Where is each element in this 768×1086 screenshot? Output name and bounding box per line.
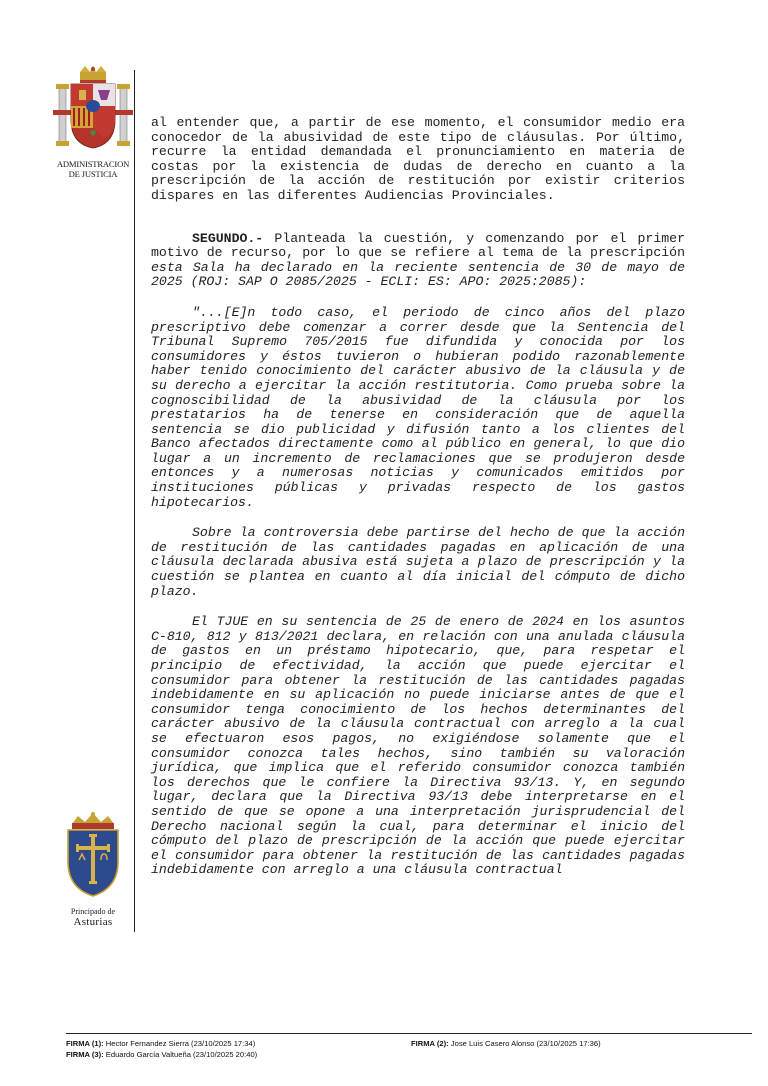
footer-rule	[66, 1033, 752, 1034]
segundo-text: Planteada la cuestión, y comenzando por el primer motivo de recurso, por lo que se refiere al tema de la prescripción	[151, 230, 685, 261]
paragraph-sobre: Sobre la controversia debe partirse del hecho de que la acción de restitución de las cantidades pagadas en aplicación de una cláusula declarada abusiva está sujeta a plazo de prescripción y la cuestión se plantea en cuanto al día inicial del cómputo de dicho plazo.	[151, 525, 685, 599]
logo-text-line1: Principado de	[70, 907, 116, 916]
paragraph-quote: "...[E]n todo caso, el periodo de cinco años del plazo prescriptivo debe comenzar a correr desde que la Sentencia del Tribunal Supremo 705/2015 fue difundida y conocida por los consumidores y éstos tuvieron o hubieran podido razonablemente haber tenido conocimiento del carácter abusivo de la cláusula y de su derecho a ejercitar la acción restitutoria. Como prueba sobre la cognoscibilidad de la abusividad de la cláusula por los prestatarios ha de tenerse en consideración que de aquella sentencia se dio publicidad y difusión tanto a los clientes del Banco afectados directamente como al público en general, lo que dio lugar a un incremento de reclamaciones que se produjeron desde entonces y a numerosas noticias y comunicados emitidos por instituciones públicas y privadas respecto de los gastos hipotecarios.	[151, 304, 685, 510]
paragraph-segundo	[151, 232, 685, 290]
signature-label: FIRMA (2):	[411, 1039, 449, 1048]
paragraph-intro: al entender que, a partir de ese momento, el consumidor medio era conocedor de la abusividad de este tipo de cláusulas. Por último, recurre la entidad demandada el pronunciamiento en materia de costas por la existencia de dudas de derecho en cuanto a la prescripción de la acción de restitución por existir criterios dispares en las diferentes Audiencias Provinciales.	[151, 115, 685, 203]
logo-text-line1: ADMINISTRACION	[56, 159, 130, 169]
paragraph-tjue: El TJUE en su sentencia de 25 de enero de 2024 en los asuntos C-810, 812 y 813/2021 declara, en relación con una anulada cláusula de gastos en un préstamo hipotecario, que, para respetar el principio de efectividad, la acción que puede ejercitar el consumidor para obtener la restitución de las cantidades pagadas indebidamente en su aplicación no puede iniciarse antes de que el consumidor tenga conocimiento de los hechos determinantes del carácter abusivo de la cláusula contractual con arreglo a la cual se efectuaron esos pagos, no exigiéndose solamente que el consumidor conozca tales hechos, sino también su valoración jurídica, que implica que el referido consumidor conozca también los derechos que le confiere la Directiva 93/13. Y, en segundo lugar, declara que la Directiva 93/13 debe interpretarse en el sentido de que se opone a una interpretación jurisprudencial del Derecho nacional según la cual, para determinar el inicio del cómputo del plazo de prescripción de la acción que puede ejercitar el consumidor para obtener la restitución de las cantidades pagadas indebidamente con arreglo a una cláusula contractual	[151, 614, 685, 878]
principado-asturias-logo	[60, 812, 126, 927]
administracion-justicia-logo	[52, 66, 134, 179]
logo-text-line2: Asturias	[73, 916, 113, 928]
logo-text-line2: DE JUSTICIA	[68, 169, 118, 179]
segundo-italic-citation: esta Sala ha declarado en la reciente sentencia de 30 de mayo de 2025 (ROJ: SAP O 2085/2025 - ECLI: ES: APO: 2025:2085):	[151, 259, 685, 290]
margin-rule	[134, 70, 135, 932]
signature-2	[411, 1039, 601, 1048]
asturias-coat-of-arms-icon	[60, 812, 126, 898]
document-body	[151, 116, 685, 878]
spain-coat-of-arms-icon	[52, 66, 134, 152]
signature-label: FIRMA (3):	[66, 1050, 104, 1059]
signature-value: Eduardo García Valtueña (23/10/2025 20:40)	[103, 1050, 258, 1059]
signature-1	[66, 1039, 255, 1048]
signature-value: Hector Fernandez Sierra (23/10/2025 17:34)	[103, 1039, 256, 1048]
signature-value: Jose Luis Casero Alonso (23/10/2025 17:36)	[448, 1039, 601, 1048]
signature-label: FIRMA (1):	[66, 1039, 104, 1048]
section-heading-segundo: SEGUNDO.-	[192, 230, 264, 246]
signature-3	[66, 1050, 257, 1059]
